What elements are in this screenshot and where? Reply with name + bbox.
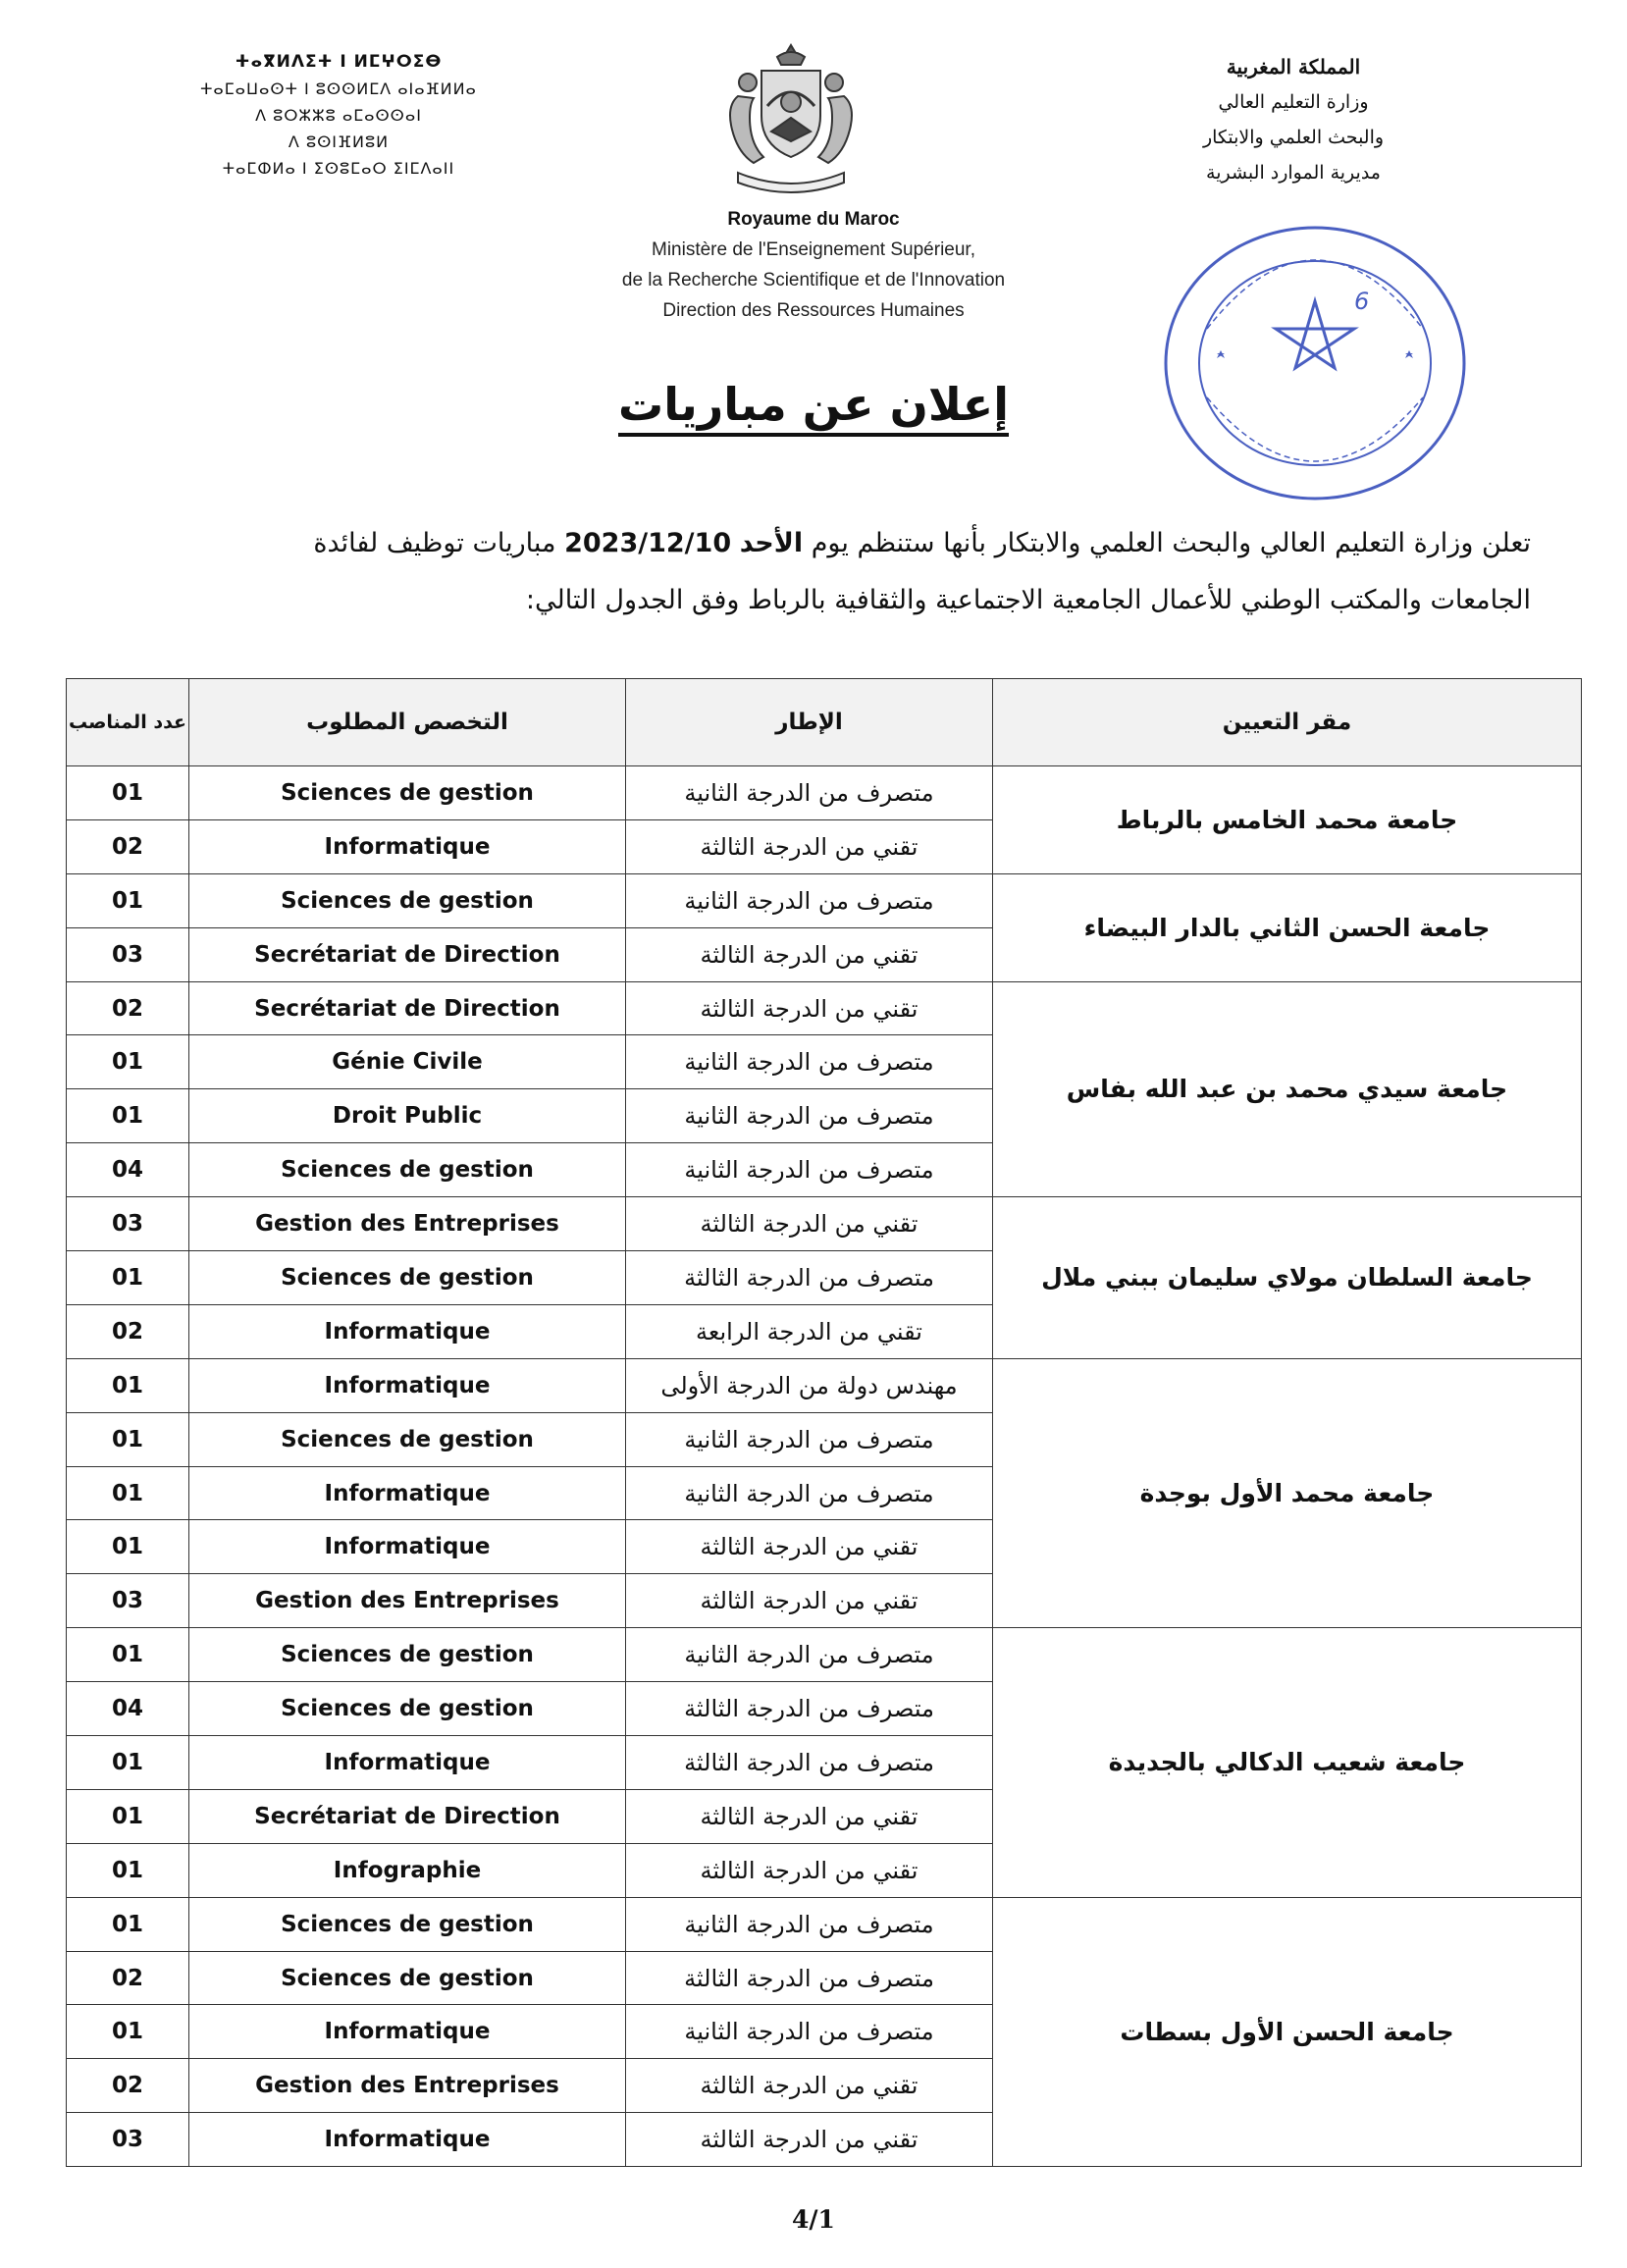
specialty-cell: Infographie — [189, 1843, 626, 1897]
grade-cell: متصرف من الدرجة الثانية — [626, 2005, 993, 2059]
position-count: 04 — [67, 1682, 189, 1736]
table-row — [67, 1897, 1582, 1951]
position-count: 04 — [67, 1143, 189, 1197]
official-stamp-icon — [1148, 211, 1482, 515]
tifinagh-line: ⵜⴰⴳⵍⴷⵉⵜ ⵏ ⵍⵎⵖⵔⵉⴱ — [235, 52, 443, 72]
specialty-cell: Sciences de gestion — [189, 1143, 626, 1197]
specialty-cell: Informatique — [189, 1520, 626, 1574]
table-row — [67, 1628, 1582, 1682]
positions-table — [66, 678, 1582, 2167]
specialty-cell: Informatique — [189, 2005, 626, 2059]
french-header-line: Ministère de l'Enseignement Supérieur, — [652, 239, 975, 260]
specialty-cell: Informatique — [189, 1466, 626, 1520]
intro-line-1: تعلن وزارة التعليم العالي والبحث العلمي والابتكار بأنها ستنظم يوم الأحد 2023/12/10 مباريات توظيف لفائدة — [313, 528, 1531, 558]
coat-of-arms-icon — [709, 37, 873, 206]
grade-cell: متصرف من الدرجة الثانية — [626, 1089, 993, 1143]
position-count: 02 — [67, 981, 189, 1035]
header-specialty: التخصص المطلوب — [189, 679, 626, 766]
position-count: 01 — [67, 1843, 189, 1897]
grade-cell: متصرف من الدرجة الثانية — [626, 1628, 993, 1682]
grade-cell: تقني من الدرجة الرابعة — [626, 1304, 993, 1358]
position-count: 02 — [67, 2059, 189, 2113]
french-header-line: de la Recherche Scientifique et de l'Innovation — [621, 270, 1006, 290]
grade-cell: مهندس دولة من الدرجة الأولى — [626, 1358, 993, 1412]
position-count: 01 — [67, 1251, 189, 1305]
grade-cell: تقني من الدرجة الثالثة — [626, 2059, 993, 2113]
grade-cell: متصرف من الدرجة الثانية — [626, 1466, 993, 1520]
position-count: 03 — [67, 1574, 189, 1628]
intro-line-2: الجامعات والمكتب الوطني للأعمال الجامعية الاجتماعية والثقافية بالرباط وفق الجدول التالي: — [525, 585, 1531, 615]
grade-cell: متصرف من الدرجة الثانية — [626, 1035, 993, 1089]
stamp-number: 6 — [1354, 288, 1370, 315]
grade-cell: تقني من الدرجة الثالثة — [626, 927, 993, 981]
specialty-cell: Génie Civile — [189, 1035, 626, 1089]
tifinagh-header — [191, 49, 486, 182]
position-count: 01 — [67, 1035, 189, 1089]
grade-cell: تقني من الدرجة الثالثة — [626, 2113, 993, 2167]
specialty-cell: Sciences de gestion — [189, 1682, 626, 1736]
french-header — [519, 204, 1108, 326]
table-row — [67, 1358, 1582, 1412]
arabic-header-line: والبحث العلمي والابتكار — [1202, 127, 1385, 148]
position-count: 01 — [67, 1628, 189, 1682]
university-cell: جامعة الحسن الأول بسطات — [993, 1897, 1582, 2166]
specialty-cell: Secrétariat de Direction — [189, 981, 626, 1035]
grade-cell: متصرف من الدرجة الثانية — [626, 1143, 993, 1197]
grade-cell: متصرف من الدرجة الثانية — [626, 1412, 993, 1466]
header-count: عدد المناصب — [67, 679, 189, 766]
position-count: 03 — [67, 1197, 189, 1251]
position-count: 01 — [67, 1466, 189, 1520]
position-count: 02 — [67, 1951, 189, 2005]
table-row — [67, 766, 1582, 820]
specialty-cell: Sciences de gestion — [189, 1412, 626, 1466]
grade-cell: تقني من الدرجة الثالثة — [626, 1520, 993, 1574]
specialty-cell: Sciences de gestion — [189, 1951, 626, 2005]
header-grade: الإطار — [626, 679, 993, 766]
university-cell: جامعة محمد الخامس بالرباط — [993, 766, 1582, 874]
position-count: 01 — [67, 1089, 189, 1143]
specialty-cell: Informatique — [189, 2113, 626, 2167]
specialty-cell: Informatique — [189, 1358, 626, 1412]
position-count: 01 — [67, 1789, 189, 1843]
university-cell: جامعة سيدي محمد بن عبد الله بفاس — [993, 981, 1582, 1197]
table-row — [67, 981, 1582, 1035]
university-cell: جامعة شعيب الدكالي بالجديدة — [993, 1628, 1582, 1897]
position-count: 01 — [67, 873, 189, 927]
arabic-header-line: مديرية الموارد البشرية — [1206, 162, 1381, 184]
specialty-cell: Sciences de gestion — [189, 766, 626, 820]
grade-cell: متصرف من الدرجة الثالثة — [626, 1736, 993, 1790]
page-number: 4/1 — [792, 2205, 835, 2234]
university-cell: جامعة السلطان مولاي سليمان ببني ملال — [993, 1197, 1582, 1359]
specialty-cell: Droit Public — [189, 1089, 626, 1143]
university-cell: جامعة الحسن الثاني بالدار البيضاء — [993, 873, 1582, 981]
tifinagh-line: ⵜⴰⵎⵀⵍⴰ ⵏ ⵉⵙⵓⵎⴰⵔ ⵉⵏⵎⴷⴰⵏⵏ — [222, 159, 455, 178]
grade-cell: متصرف من الدرجة الثالثة — [626, 1951, 993, 2005]
university-cell: جامعة محمد الأول بوجدة — [993, 1358, 1582, 1627]
arabic-header-line: المملكة المغربية — [1226, 55, 1361, 79]
tifinagh-line: ⵜⴰⵎⴰⵡⴰⵙⵜ ⵏ ⵓⵙⵙⵍⵎⴷ ⴰⵏⴰⴼⵍⵍⴰ — [200, 79, 477, 98]
header-university: مقر التعيين — [993, 679, 1582, 766]
tifinagh-line: ⴷ ⵓⵔⵣⵣⵓ ⴰⵎⴰⵙⵙⴰⵏ — [255, 106, 422, 125]
position-count: 01 — [67, 1520, 189, 1574]
grade-cell: تقني من الدرجة الثالثة — [626, 1197, 993, 1251]
position-count: 01 — [67, 1897, 189, 1951]
position-count: 01 — [67, 766, 189, 820]
position-count: 03 — [67, 927, 189, 981]
specialty-cell: Informatique — [189, 819, 626, 873]
specialty-cell: Sciences de gestion — [189, 1628, 626, 1682]
grade-cell: تقني من الدرجة الثالثة — [626, 1789, 993, 1843]
table-row — [67, 873, 1582, 927]
grade-cell: تقني من الدرجة الثالثة — [626, 819, 993, 873]
table-row — [67, 1197, 1582, 1251]
announcement-title: إعلان عن مباريات — [617, 375, 1010, 434]
grade-cell: متصرف من الدرجة الثالثة — [626, 1251, 993, 1305]
position-count: 03 — [67, 2113, 189, 2167]
specialty-cell: Secrétariat de Direction — [189, 927, 626, 981]
french-header-line: Direction des Ressources Humaines — [662, 300, 965, 321]
position-count: 01 — [67, 1412, 189, 1466]
grade-cell: متصرف من الدرجة الثانية — [626, 873, 993, 927]
position-count: 02 — [67, 1304, 189, 1358]
specialty-cell: Gestion des Entreprises — [189, 1574, 626, 1628]
specialty-cell: Gestion des Entreprises — [189, 2059, 626, 2113]
arabic-header-line: وزارة التعليم العالي — [1218, 91, 1369, 113]
grade-cell: تقني من الدرجة الثالثة — [626, 1843, 993, 1897]
grade-cell: متصرف من الدرجة الثانية — [626, 1897, 993, 1951]
specialty-cell: Informatique — [189, 1304, 626, 1358]
grade-cell: متصرف من الدرجة الثانية — [626, 766, 993, 820]
position-count: 01 — [67, 1736, 189, 1790]
grade-cell: تقني من الدرجة الثالثة — [626, 1574, 993, 1628]
specialty-cell: Informatique — [189, 1736, 626, 1790]
grade-cell: تقني من الدرجة الثالثة — [626, 981, 993, 1035]
grade-cell: متصرف من الدرجة الثالثة — [626, 1682, 993, 1736]
intro-paragraph — [79, 515, 1531, 629]
specialty-cell: Sciences de gestion — [189, 873, 626, 927]
french-header-line: Royaume du Maroc — [727, 209, 900, 230]
specialty-cell: Sciences de gestion — [189, 1897, 626, 1951]
specialty-cell: Sciences de gestion — [189, 1251, 626, 1305]
specialty-cell: Secrétariat de Direction — [189, 1789, 626, 1843]
position-count: 02 — [67, 819, 189, 873]
position-count: 01 — [67, 1358, 189, 1412]
arabic-header — [1146, 49, 1441, 190]
specialty-cell: Gestion des Entreprises — [189, 1197, 626, 1251]
tifinagh-line: ⴷ ⵓⵙⵏⴼⵍⵓⵍ — [288, 132, 390, 151]
position-count: 01 — [67, 2005, 189, 2059]
table-header-row — [67, 679, 1582, 766]
